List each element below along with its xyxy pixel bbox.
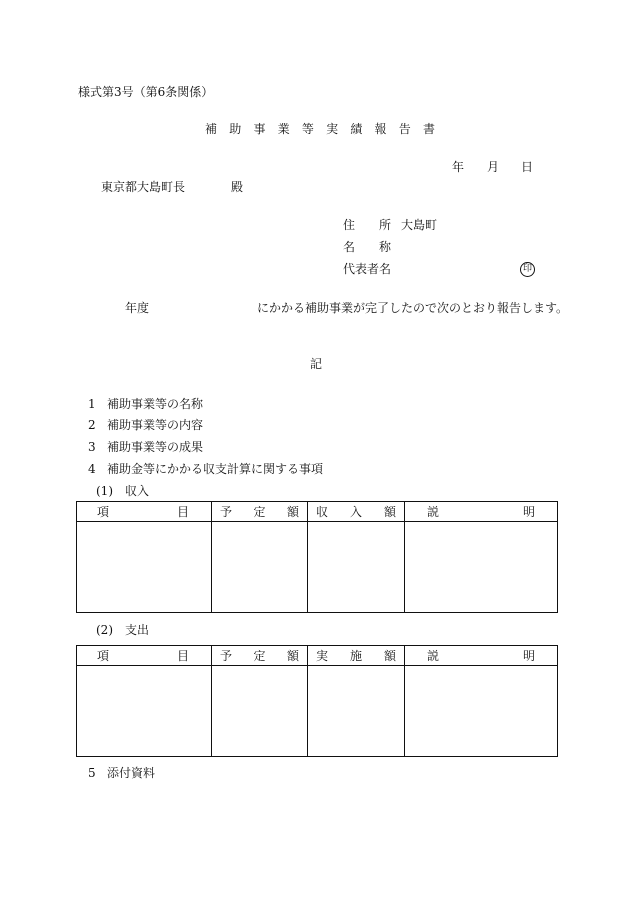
table-cell[interactable] bbox=[77, 522, 212, 613]
header-actual-amount: 実 施 額 bbox=[308, 646, 405, 666]
item-number: 3 bbox=[88, 440, 96, 454]
item-text: 補助事業等の成果 bbox=[107, 440, 204, 454]
fiscal-year-label: 年度 bbox=[125, 301, 150, 315]
document-title bbox=[205, 122, 435, 136]
table-header-row bbox=[77, 502, 558, 522]
table-header-row bbox=[77, 646, 558, 666]
header-description: 説 明 bbox=[405, 646, 558, 666]
addressee-name: 東京都大島町長 bbox=[101, 180, 186, 194]
title-char: 助 bbox=[229, 122, 242, 136]
title-char: 補 bbox=[205, 122, 218, 136]
date-day: 日 bbox=[521, 160, 534, 174]
header-income-amount: 収 入 額 bbox=[308, 502, 405, 522]
item-text: 添付資料 bbox=[107, 766, 156, 780]
date-month: 月 bbox=[487, 160, 500, 174]
ki-heading: 記 bbox=[310, 357, 323, 371]
address-value: 大島町 bbox=[401, 218, 438, 232]
header-description: 説 明 bbox=[405, 502, 558, 522]
expense-table bbox=[76, 645, 558, 757]
seal-mark: 印 bbox=[520, 262, 535, 277]
header-item: 項 目 bbox=[77, 502, 212, 522]
title-char: 績 bbox=[350, 122, 363, 136]
item-number: 2 bbox=[88, 418, 96, 432]
table-cell[interactable] bbox=[308, 522, 405, 613]
income-label: (1) 収入 bbox=[96, 484, 149, 498]
representative-label: 代表者名 bbox=[343, 262, 392, 276]
header-planned-amount: 予 定 額 bbox=[212, 502, 308, 522]
title-char: 書 bbox=[422, 122, 435, 136]
table-cell[interactable] bbox=[308, 666, 405, 757]
addressee-honorific: 殿 bbox=[231, 180, 244, 194]
address-label: 住 所 bbox=[343, 218, 391, 232]
item-number: 4 bbox=[88, 462, 96, 476]
title-char: 事 bbox=[253, 122, 266, 136]
name-label: 名 称 bbox=[343, 240, 391, 254]
item-number: 5 bbox=[88, 766, 96, 780]
header-item: 項 目 bbox=[77, 646, 212, 666]
title-char: 等 bbox=[301, 122, 314, 136]
table-cell[interactable] bbox=[77, 666, 212, 757]
table-row bbox=[77, 522, 558, 613]
item-text: 補助事業等の名称 bbox=[107, 397, 204, 411]
header-planned-amount: 予 定 額 bbox=[212, 646, 308, 666]
table-row bbox=[77, 666, 558, 757]
item-text: 補助事業等の内容 bbox=[107, 418, 204, 432]
title-char: 業 bbox=[277, 122, 290, 136]
title-char: 実 bbox=[326, 122, 339, 136]
report-sentence: にかかる補助事業が完了したので次のとおり報告します。 bbox=[257, 301, 569, 315]
income-table bbox=[76, 501, 558, 613]
item-text: 補助金等にかかる収支計算に関する事項 bbox=[107, 462, 324, 476]
table-cell[interactable] bbox=[212, 522, 308, 613]
table-cell[interactable] bbox=[212, 666, 308, 757]
form-number: 様式第3号（第6条関係） bbox=[78, 85, 214, 99]
title-char: 告 bbox=[398, 122, 411, 136]
date-year: 年 bbox=[452, 160, 465, 174]
expense-label: (2) 支出 bbox=[96, 623, 149, 637]
table-cell[interactable] bbox=[405, 666, 558, 757]
item-number: 1 bbox=[88, 397, 96, 411]
table-cell[interactable] bbox=[405, 522, 558, 613]
title-char: 報 bbox=[374, 122, 387, 136]
